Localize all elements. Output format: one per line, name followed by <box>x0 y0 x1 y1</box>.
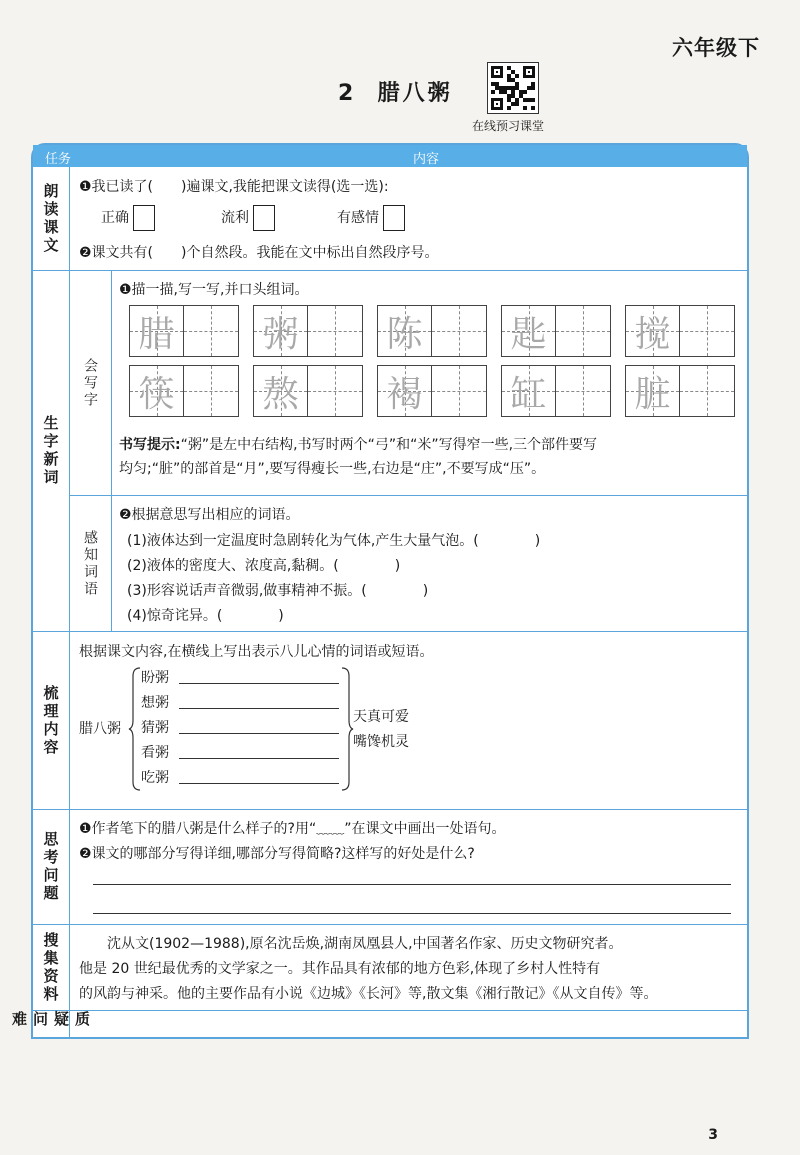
char-box <box>253 305 363 357</box>
sub-divider <box>69 495 747 496</box>
row-thinking <box>33 810 747 925</box>
tip-line: “粥”是左中右结构,书写时两个“弓”和“米”写得窄一些,三个部件要写 <box>180 437 598 453</box>
question-text: ❶作者笔下的腊八粥是什么样子的?用“ <box>79 821 317 837</box>
material-line: 沈从文(1902—1988),原名沈岳焕,湖南凤凰县人,中国著名作家、历史文物研究者。 <box>79 936 623 952</box>
write-cell[interactable] <box>308 366 362 416</box>
reading-question-1: ❶我已读了( )遍课文,我能把课文读得(选一选): <box>79 179 389 195</box>
char-box <box>625 365 735 417</box>
char-box <box>253 365 363 417</box>
char-box <box>129 305 239 357</box>
tip-label: 书写提示: <box>119 437 181 453</box>
write-cell[interactable] <box>556 366 610 416</box>
sorting-center: 腊八粥 <box>79 721 121 737</box>
write-cell[interactable] <box>432 366 486 416</box>
table-header <box>33 145 747 167</box>
sorting-instruction: 根据课文内容,在横线上写出表示八儿心情的词语或短语。 <box>79 644 434 660</box>
option-correct <box>101 205 155 231</box>
qr-module <box>523 106 527 110</box>
trait-item: 天真可爱 <box>353 709 409 725</box>
thinking-question-1 <box>79 818 506 838</box>
sense-item: (3)形容说话声音微弱,做事精神不振。( ) <box>127 583 429 599</box>
option-label: 正确 <box>101 210 129 226</box>
write-cell[interactable] <box>680 366 734 416</box>
write-cell[interactable] <box>184 366 238 416</box>
trace-char: 匙 <box>510 313 547 355</box>
lesson-number: 2 <box>338 81 357 106</box>
category-label: 质疑问难 <box>10 1011 91 1029</box>
right-brace-icon <box>341 666 353 792</box>
stage-label: 吃粥 <box>141 770 169 786</box>
answer-line[interactable] <box>179 783 339 784</box>
category-thinking <box>33 810 70 924</box>
material-line: 的风韵与神采。他的主要作品有小说《边城》《长河》等,散文集《湘行散记》《从文自传》等。 <box>79 986 658 1002</box>
answer-line[interactable] <box>93 884 731 885</box>
stage-item <box>141 667 169 687</box>
stage-item <box>141 717 169 737</box>
doubt-row-full <box>33 1010 747 1035</box>
sense-instruction: ❷根据意思写出相应的词语。 <box>119 507 300 523</box>
category-label: 思考问题 <box>41 831 60 903</box>
stage-item <box>141 767 169 787</box>
char-box <box>625 305 735 357</box>
checkbox-fluent[interactable] <box>253 205 275 231</box>
write-cell[interactable] <box>680 306 734 356</box>
write-cell[interactable] <box>432 306 486 356</box>
write-cell[interactable] <box>308 306 362 356</box>
option-label: 有感情 <box>337 210 379 226</box>
sub-category-write <box>69 271 112 495</box>
char-box <box>129 365 239 417</box>
category-reading <box>33 167 70 270</box>
thinking-question-2: ❷课文的哪部分写得详细,哪部分写得简略?这样写的好处是什么? <box>79 846 475 862</box>
writing-tip <box>119 433 597 481</box>
checkbox-emotion[interactable] <box>383 205 405 231</box>
trace-char: 缸 <box>510 373 547 415</box>
left-brace-icon <box>129 666 141 792</box>
lesson-name: 腊八粥 <box>377 81 453 106</box>
char-box <box>377 305 487 357</box>
row-material <box>33 925 747 1011</box>
grade-label: 六年级下 <box>672 36 760 60</box>
char-box <box>501 365 611 417</box>
option-label: 流利 <box>221 210 249 226</box>
answer-line[interactable] <box>93 913 731 914</box>
stage-label: 盼粥 <box>141 670 169 686</box>
sub-label: 会写字 <box>82 357 98 409</box>
qr-module <box>531 98 535 102</box>
lesson-title <box>338 76 453 107</box>
write-cell[interactable] <box>184 306 238 356</box>
trace-char: 脏 <box>634 373 671 415</box>
wavy-line-icon: ﹏﹏ <box>316 821 345 837</box>
sub-label: 感知词语 <box>82 529 98 598</box>
qr-module <box>491 90 495 94</box>
sense-item: (2)液体的密度大、浓度高,黏稠。( ) <box>127 558 401 574</box>
qr-module <box>531 86 535 90</box>
trace-char: 粥 <box>262 313 299 355</box>
answer-line[interactable] <box>179 683 339 684</box>
sub-category-sense <box>69 496 112 631</box>
stage-label: 想粥 <box>141 695 169 711</box>
stage-label: 看粥 <box>141 745 169 761</box>
qr-module <box>523 90 527 94</box>
trace-char: 筷 <box>138 373 175 415</box>
qr-code-icon[interactable] <box>487 62 539 114</box>
category-label: 生字新词 <box>41 415 60 487</box>
sense-item: (1)液体达到一定温度时急剧转化为气体,产生大量气泡。( ) <box>127 533 541 549</box>
row-vocab <box>33 271 747 632</box>
row-reading <box>33 167 747 271</box>
answer-line[interactable] <box>179 758 339 759</box>
category-label: 朗读课文 <box>41 182 60 255</box>
option-emotion <box>337 205 405 231</box>
trace-char: 陈 <box>386 313 423 355</box>
category-material <box>33 925 70 1010</box>
qr-module <box>515 102 519 106</box>
qr-module <box>531 106 535 110</box>
trace-char: 搅 <box>634 313 671 355</box>
header-content: 内容 <box>413 152 440 167</box>
char-grid <box>129 305 749 417</box>
checkbox-correct[interactable] <box>133 205 155 231</box>
trait-item: 嘴馋机灵 <box>353 734 409 750</box>
qr-label: 在线预习课堂 <box>472 119 545 133</box>
option-fluent <box>221 205 275 231</box>
header-task: 任务 <box>45 152 72 167</box>
tip-line: 均匀;“脏”的部首是“月”,要写得瘦长一些,右边是“庄”,不要写成“压”。 <box>119 461 546 477</box>
study-table <box>10 143 749 1039</box>
row-sorting <box>33 632 747 810</box>
trace-char: 腊 <box>138 313 175 355</box>
answer-line[interactable] <box>179 733 339 734</box>
stage-label: 猜粥 <box>141 720 169 736</box>
category-label: 搜集资料 <box>41 931 60 1004</box>
stage-item <box>141 692 169 712</box>
material-line: 他是 20 世纪最优秀的文学家之一。其作品具有浓郁的地方色彩,体现了乡村人性特有 <box>79 961 601 977</box>
category-sorting <box>33 632 70 809</box>
stage-item <box>141 742 169 762</box>
qr-module <box>507 106 511 110</box>
char-box <box>377 365 487 417</box>
char-box <box>501 305 611 357</box>
page-number: 3 <box>708 1127 718 1143</box>
qr-module <box>515 74 519 78</box>
category-vocab <box>33 271 70 631</box>
reading-question-2: ❷课文共有( )个自然段。我能在文中标出自然段序号。 <box>79 245 439 261</box>
category-label: 梳理内容 <box>41 684 60 757</box>
trace-char: 褐 <box>386 373 423 415</box>
write-instruction: ❶描一描,写一写,并口头组词。 <box>119 282 309 298</box>
answer-line[interactable] <box>179 708 339 709</box>
sense-item: (4)惊奇诧异。( ) <box>127 608 284 624</box>
question-text: ”在课文中画出一处语句。 <box>344 821 506 837</box>
trace-char: 熬 <box>262 373 299 415</box>
write-cell[interactable] <box>556 306 610 356</box>
